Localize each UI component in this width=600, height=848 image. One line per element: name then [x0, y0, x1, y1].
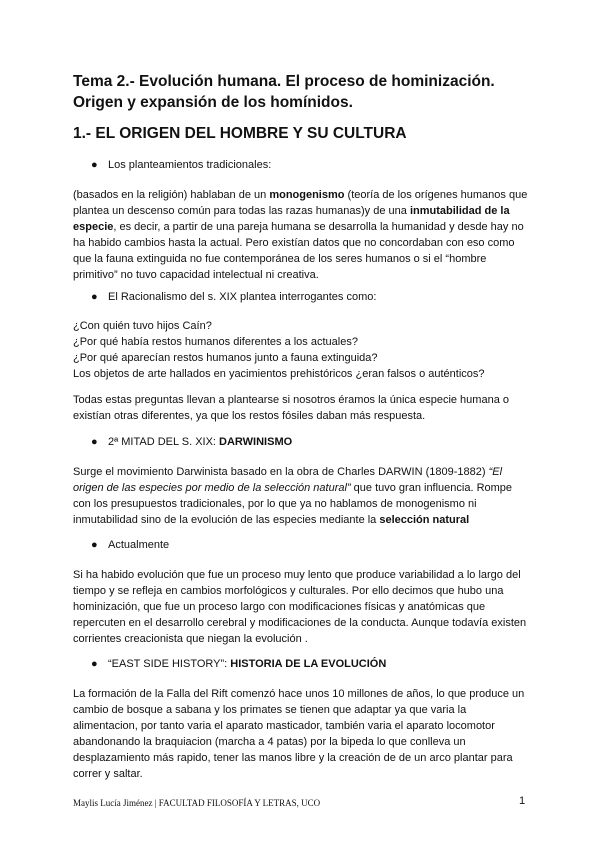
bold-term-inmutabilidad: inmutabilidad de la especie [73, 205, 510, 233]
bullet-racionalismo [91, 289, 376, 305]
bullet-traditional [91, 157, 271, 173]
footer-author: Maylis Lucía Jiménez | FACULTAD FILOSOFÍA Y LETRAS, UCO [73, 798, 321, 808]
text-run: que tuvo gran influencia. Rompe con los presupuestos tradicionales, por lo que ya no hablamos de monogenismo ni inmutabilidad sino de la evolución de las especies mediante la [73, 482, 513, 526]
text-run: (teoría de los orígenes humanos que plantea un descenso común para todas las razas humanas)y de una [73, 189, 528, 217]
bullet-dot: ● [91, 658, 98, 670]
bullet-bold-text: HISTORIA DE LA EVOLUCIÓN [230, 658, 387, 670]
question-1: ¿Con quién tuvo hijos Caín? [73, 320, 212, 332]
paragraph-actualmente: Si ha habido evolución que fue un proceso muy lento que produce variabilidad a lo largo del tiempo y se refleja en cambios morfológicos y culturales. Por ello decimos que hubo una hominización, que fue un proceso largo con modificaciones físicas y anatómicas que repercuten en el desarrollo cerebral y modificaciones de la conducta. Aunque todavía existen corrientes creacionista que niegan la evolución . [73, 569, 527, 645]
paragraph-rift: La formación de la Falla del Rift comenzó hace unos 10 millones de años, lo que produce un cambio de bosque a sabana y los primates se tienen que adaptar ya que varia la alimentacion, por tanto varia el aparato masticador, también varia el aparato locomotor abandonando la braquiacion (marcha a 4 patas) por la bipeda lo que conlleva un desplazamiento más rapido, tener las manos libre y la creación de de un arco plantar para correr y saltar. [73, 688, 525, 780]
bullet-dot: ● [91, 159, 98, 171]
bullet-dot: ● [91, 291, 98, 303]
question-3: ¿Por qué aparecían restos humanos junto a fauna extinguida? [73, 352, 378, 364]
italic-book-title: “El origen de las especies por medio de la selección natural” [73, 466, 503, 494]
bullet-dot: ● [91, 539, 98, 551]
paragraph-traditional [73, 187, 531, 283]
text-run: Surge el movimiento Darwinista basado en la obra de Charles DARWIN (1809-1882) [73, 466, 489, 478]
bullet-bold-text: DARWINISMO [219, 436, 293, 448]
bullet-text: 2ª MITAD DEL S. XIX: [108, 436, 220, 448]
page-number: 1 [519, 795, 526, 807]
text-run: , es decir, a partir de una pareja humana se desarrolla la humanidad y desde hay no ha habido cambios hasta la actual. Pero existían datos que no concordaban con eso como que la fauna extinguida no fue contemporánea de los seres humanos o si el “hombre primitivo” no tuvo capacidad intelectual ni creativa. [73, 221, 524, 281]
bullet-east-side [91, 656, 386, 672]
bullet-text: El Racionalismo del s. XIX plantea interrogantes como: [108, 291, 377, 303]
question-4: Los objetos de arte hallados en yacimientos prehistóricos ¿eran falsos o auténticos? [73, 368, 485, 380]
bold-term-seleccion: selección natural [379, 514, 470, 526]
bullet-text: Los planteamientos tradicionales: [108, 159, 272, 171]
bold-term-monogenismo: monogenismo [269, 189, 345, 201]
bullet-text: “EAST SIDE HISTORY”: [108, 658, 231, 670]
bullet-darwinismo [91, 434, 292, 450]
paragraph-questions-summary: Todas estas preguntas llevan a plantearse si nosotros éramos la única especie humana o existían otras diferentes, ya que los restos fósiles daban más respuesta. [73, 394, 509, 422]
question-2: ¿Por qué había restos humanos diferentes a los actuales? [73, 336, 358, 348]
bullet-text: Actualmente [108, 539, 170, 551]
bullet-dot: ● [91, 436, 98, 448]
bullet-actualmente [91, 537, 169, 553]
paragraph-darwin [73, 464, 531, 528]
text-run: (basados en la religión) hablaban de un [73, 189, 270, 201]
document-title: Tema 2.- Evolución humana. El proceso de hominización. Origen y expansión de los homínidos. [73, 73, 495, 111]
section-heading: 1.- EL ORIGEN DEL HOMBRE Y SU CULTURA [73, 125, 407, 142]
questions-list [73, 318, 543, 382]
